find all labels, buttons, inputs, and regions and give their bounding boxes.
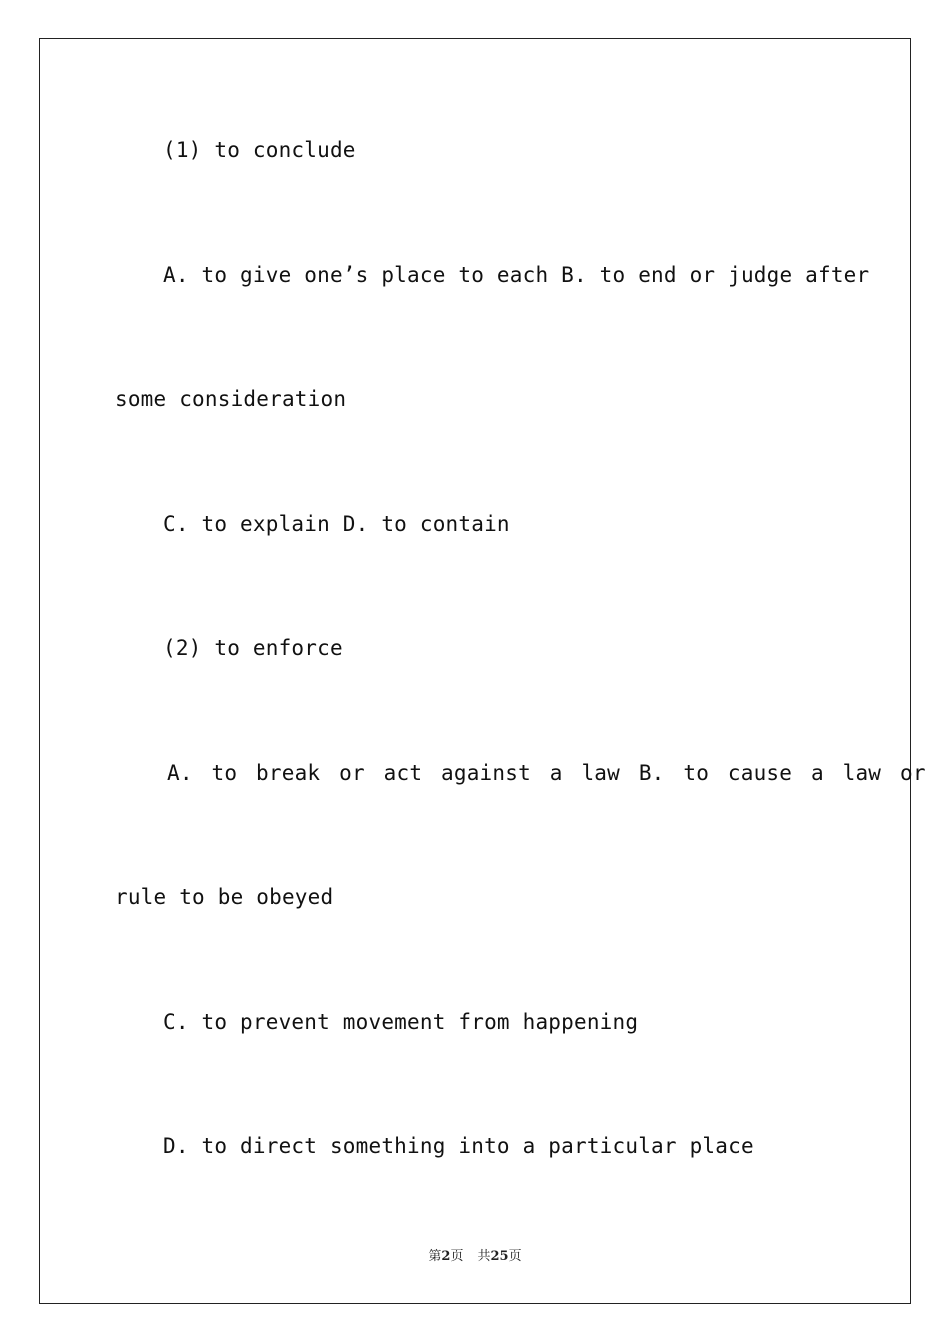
question-1-options-ab: A. to give one’s place to each B. to end or judge after — [163, 263, 870, 287]
footer-page-suffix: 页 — [450, 1249, 464, 1264]
footer-total-pages: 25 — [490, 1249, 509, 1264]
question-2-option-c: C. to prevent movement from happening — [163, 1010, 639, 1034]
question-2-option-d: D. to direct something into a particular place — [163, 1134, 754, 1158]
footer-prefix: 第 — [428, 1249, 442, 1264]
footer-total-prefix: 共 — [477, 1249, 491, 1264]
footer-total-suffix: 页 — [508, 1249, 522, 1264]
footer-page-number: 2 — [441, 1249, 451, 1264]
question-1-option-b-continued: some consideration — [115, 387, 347, 411]
question-2-option-b-continued: rule to be obeyed — [115, 885, 334, 909]
question-2-options-ab: A. to break or act against a law B. to cause a law or — [167, 761, 926, 785]
question-2-heading: (2) to enforce — [163, 636, 343, 660]
question-1-options-cd: C. to explain D. to contain — [163, 512, 510, 536]
page-footer — [0, 1248, 950, 1266]
question-1-heading: (1) to conclude — [163, 138, 356, 162]
page-frame — [39, 38, 926, 1304]
